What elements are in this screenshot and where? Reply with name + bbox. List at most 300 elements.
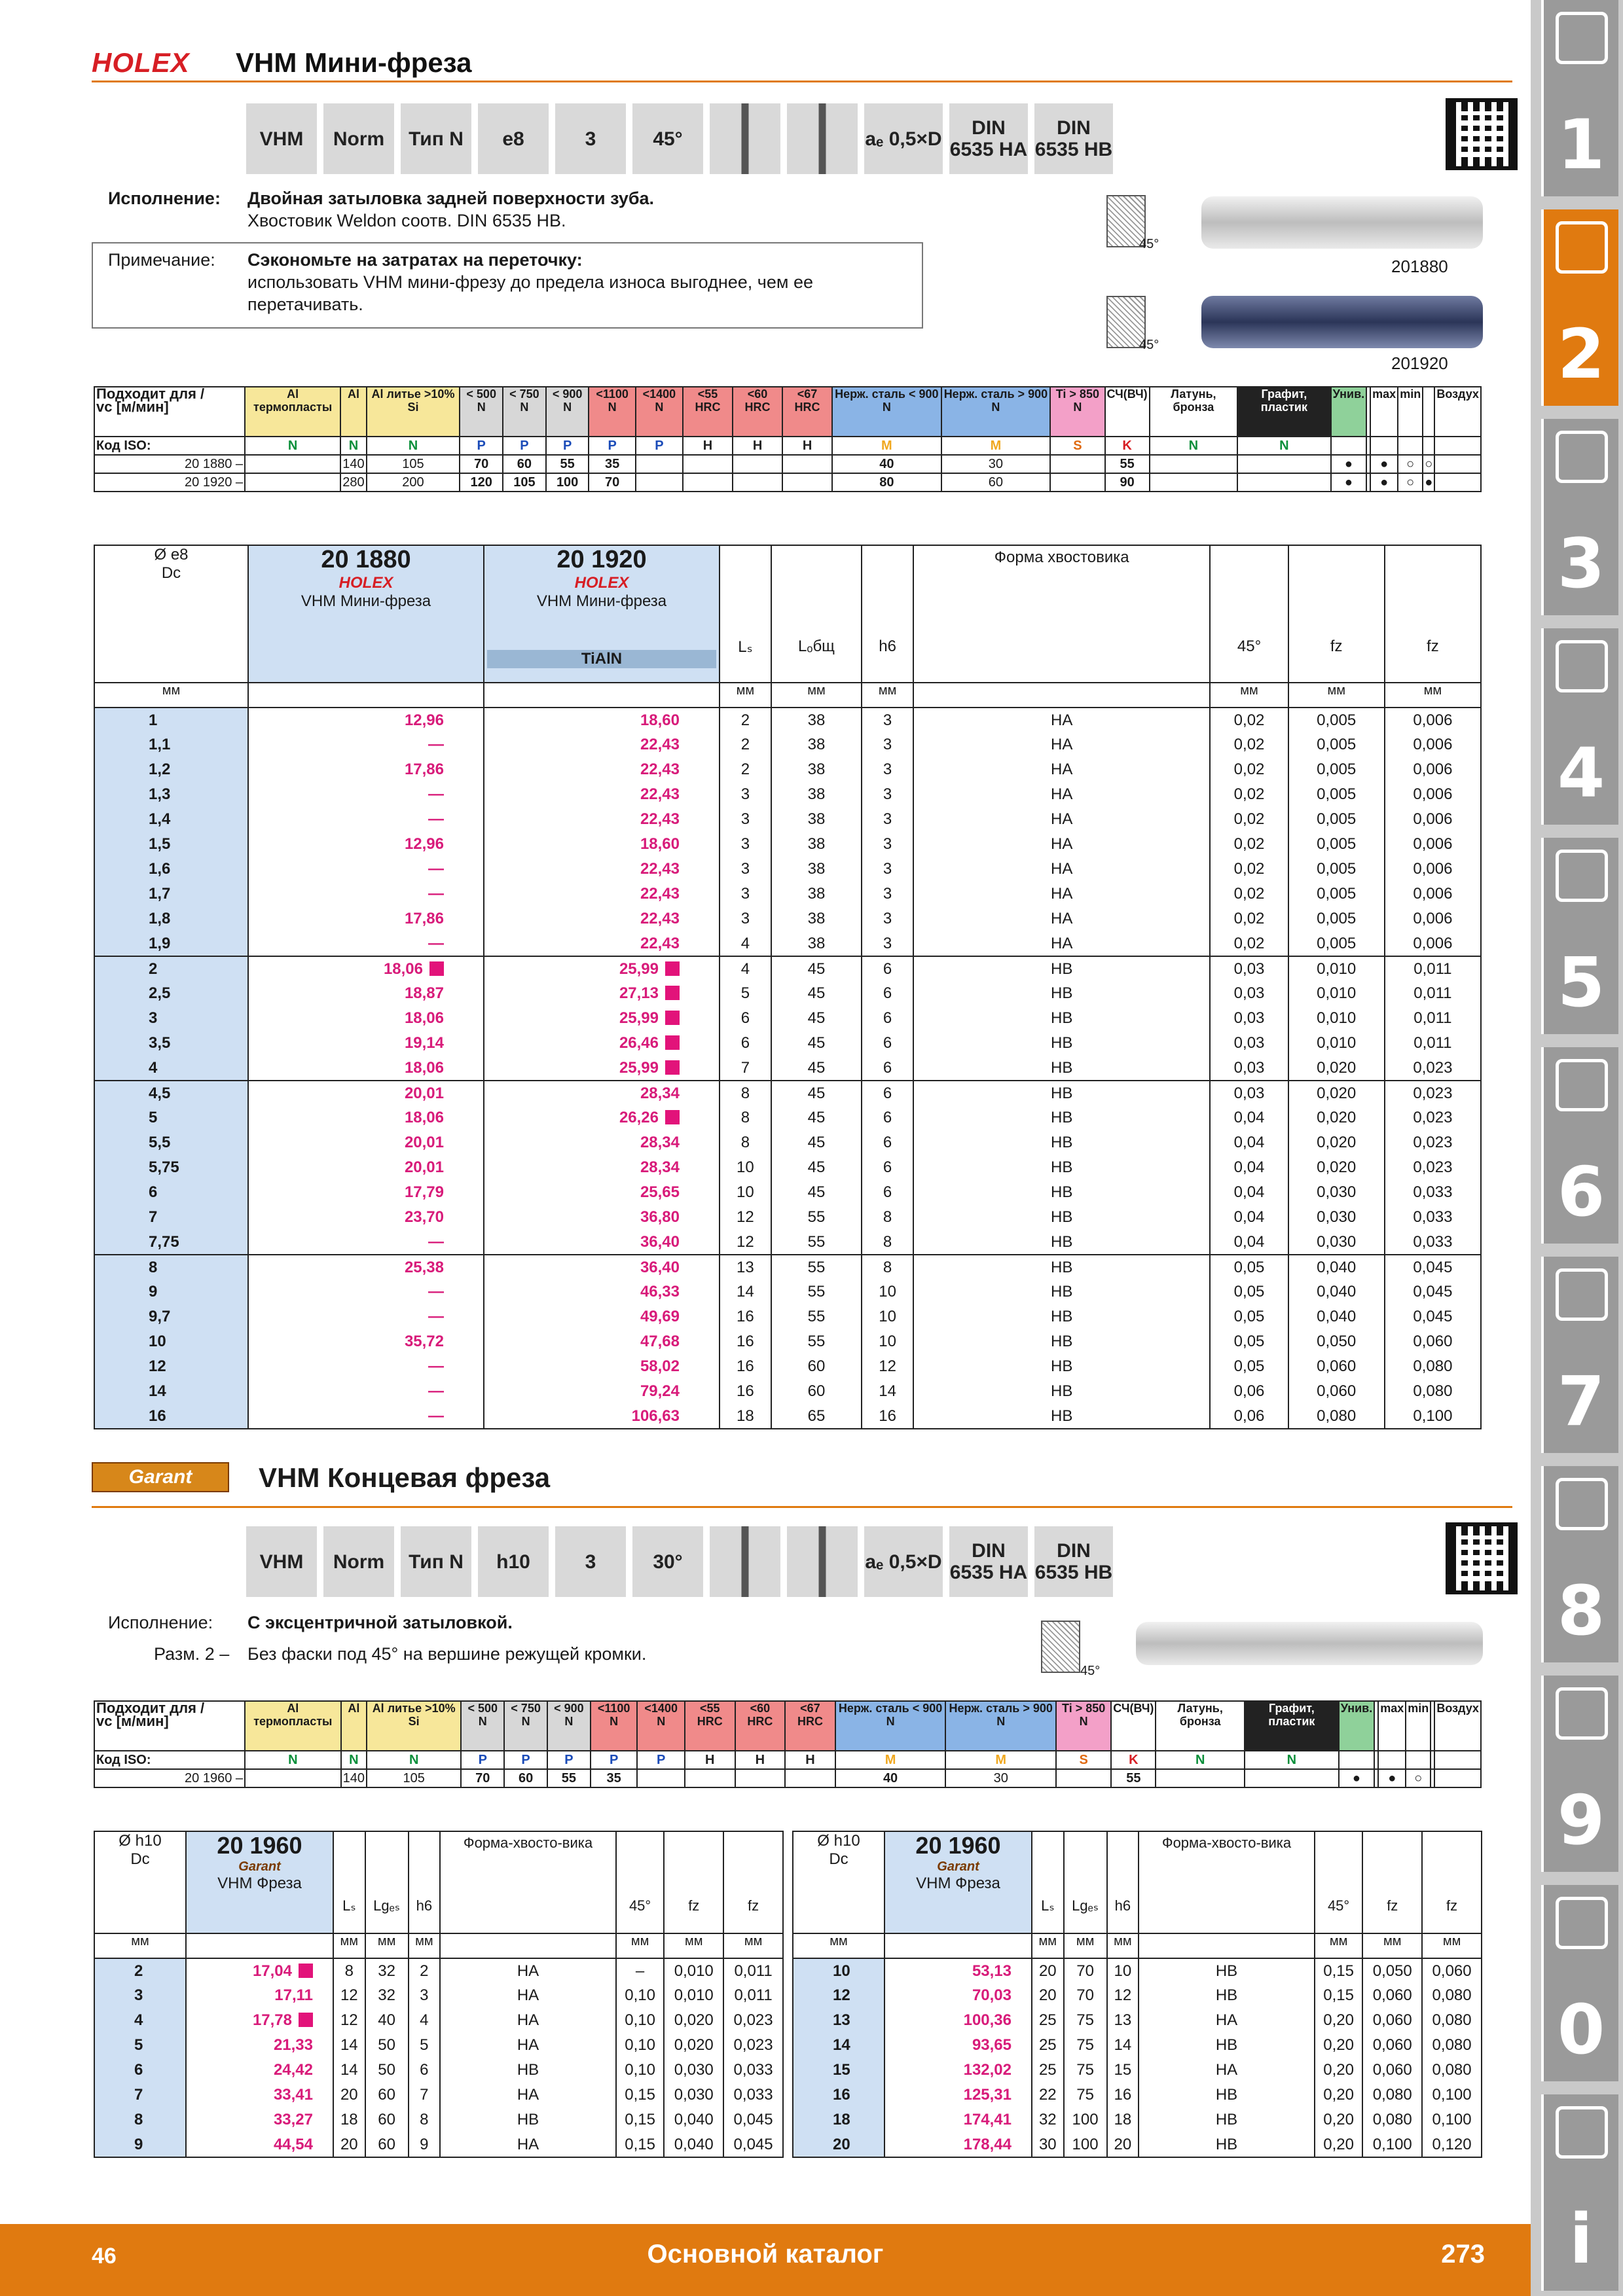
iso-code: K [1105, 437, 1150, 455]
value-cell: 14 [862, 1379, 913, 1404]
execution-label: Исполнение: [108, 188, 221, 208]
value-cell: 0,005 [1288, 757, 1385, 782]
product-table-garant-left [94, 1831, 784, 2158]
chamfer-header-label: 45° [629, 1897, 651, 1914]
unit-cell: мм [365, 1933, 409, 1958]
diameter-cell: 3,5 [94, 1031, 248, 1056]
chapter-number: 8 [1557, 1571, 1605, 1651]
diameter-cell: 7 [94, 2083, 186, 2108]
unit-cell: мм [720, 683, 771, 708]
price-201960 [186, 2132, 333, 2157]
value-cell: 0,15 [1315, 1983, 1363, 2008]
price-201920 [484, 782, 720, 807]
value-cell: HA [913, 807, 1211, 832]
material-col-5: < 900 N [546, 387, 589, 437]
price-201920 [484, 1379, 720, 1404]
value-cell: 0,011 [723, 1983, 783, 2008]
tolerance-icon: h10 [478, 1526, 549, 1597]
material-col-0: Al термопласты [245, 387, 340, 437]
cutting-speed-value: ● [1370, 455, 1398, 473]
material-col-19: max [1378, 1701, 1406, 1751]
diameter-cell: 16 [793, 2083, 884, 2108]
value-cell: 0,100 [1422, 2108, 1482, 2132]
chapter-tab-8[interactable] [1541, 1466, 1618, 1662]
material-col-4: < 750 N [504, 1701, 547, 1751]
table-row [94, 1205, 1481, 1230]
value-cell: HA [913, 782, 1211, 807]
value-cell: 8 [333, 1958, 365, 1983]
value-cell: 55 [771, 1255, 862, 1280]
value-cell: HA [440, 2083, 616, 2108]
price-value: 22,43 [640, 761, 680, 778]
material-col-19: max [1370, 387, 1398, 437]
value-cell: 0,040 [1288, 1304, 1385, 1329]
price-201960 [884, 2008, 1032, 2033]
value-cell: 0,060 [1288, 1354, 1385, 1379]
price-value: 24,42 [273, 2061, 313, 2079]
garant-logo: Garant [92, 1462, 229, 1492]
diameter-cell: 1,2 [94, 757, 248, 782]
cutting-speed-value [245, 1769, 341, 1787]
feed-header-label: fᴢ [1387, 1897, 1398, 1914]
value-cell: 0,02 [1210, 931, 1288, 956]
price-201960 [186, 1983, 333, 2008]
cutting-speed-value: 30 [941, 455, 1051, 473]
price-201920 [484, 1205, 720, 1230]
cutting-speed-value [1434, 473, 1481, 492]
value-cell: HA [440, 1983, 616, 2008]
garant-logo: Garant [238, 1859, 281, 1874]
diameter-cell: 14 [793, 2033, 884, 2058]
cutting-speed-value [1434, 455, 1481, 473]
price-value: 132,02 [963, 2061, 1012, 2079]
type-icon: Тип N [401, 1526, 471, 1597]
unit-cell: мм [793, 1933, 884, 1958]
diameter-cell: 7 [94, 1205, 248, 1230]
iso-code: N [245, 1751, 341, 1769]
iso-code: P [636, 437, 683, 455]
value-cell: 0,006 [1385, 732, 1481, 757]
diameter-cell: 1,7 [94, 882, 248, 906]
price-201880 [248, 906, 484, 931]
price-value: 36,40 [640, 1232, 680, 1251]
table-bottom-border [793, 2157, 1482, 2158]
price-value: 18,06 [404, 1058, 444, 1077]
material-col-11: Нерж. сталь < 900 N [832, 387, 941, 437]
value-cell: 2 [720, 708, 771, 732]
material-col-17: Унив. [1339, 1701, 1375, 1751]
iso-code: N [245, 437, 340, 455]
price-201960 [884, 1958, 1032, 1983]
product-table-garant-right [792, 1831, 1482, 2158]
value-cell: HA [440, 2008, 616, 2033]
iso-code-row [94, 437, 1481, 455]
cutting-length-header [1032, 1831, 1064, 1933]
value-cell: 0,005 [1288, 832, 1385, 857]
value-cell: 25 [1032, 2008, 1064, 2033]
chapter-tab-7[interactable] [1541, 1257, 1618, 1453]
table-row [793, 1958, 1482, 1983]
value-cell: 6 [862, 1056, 913, 1081]
feed-steel-header-label: fᴢ [1330, 637, 1343, 655]
cutting-speed-value [683, 473, 733, 492]
price-201880 [248, 882, 484, 906]
value-cell: 0,020 [1288, 1056, 1385, 1081]
value-cell: 0,040 [1288, 1280, 1385, 1304]
article-code: 20 1960 – [94, 1769, 245, 1787]
iso-code [1339, 1751, 1375, 1769]
value-cell: 0,005 [1288, 857, 1385, 882]
iso-code [1434, 437, 1481, 455]
price-value: 93,65 [972, 2036, 1012, 2054]
value-cell: 0,045 [1385, 1280, 1481, 1304]
value-cell: 0,060 [1288, 1379, 1385, 1404]
value-cell: 18 [333, 2108, 365, 2132]
units-row [793, 1933, 1482, 1958]
diameter-symbol: Dᴄ [130, 1850, 150, 1868]
material-col-2: Al литье >10% Si [367, 387, 460, 437]
diameter-cell: 6 [94, 1180, 248, 1205]
table-row [94, 2033, 783, 2058]
price-value: 20,01 [404, 1158, 444, 1176]
cutting-speed-value: 70 [589, 473, 635, 492]
value-cell: 0,040 [664, 2132, 723, 2157]
value-cell: 0,04 [1210, 1130, 1288, 1155]
value-cell: HB [913, 1155, 1211, 1180]
stock-marker-icon [665, 1035, 680, 1050]
chapter-tab-4[interactable] [1541, 628, 1618, 825]
material-col-9: <60 HRC [733, 387, 782, 437]
value-cell: 0,020 [1288, 1155, 1385, 1180]
feed-steel-header [1288, 545, 1385, 683]
value-cell: 32 [365, 1983, 409, 2008]
table-row [94, 1379, 1481, 1404]
value-cell: 0,020 [1288, 1081, 1385, 1105]
article-code: 20 1880 – [94, 455, 245, 473]
chapter-number: i [1569, 2199, 1593, 2279]
value-cell: 0,005 [1288, 782, 1385, 807]
value-cell: 0,045 [723, 2108, 783, 2132]
garant-logo: Garant [937, 1859, 979, 1874]
price-value: 25,38 [404, 1258, 444, 1276]
value-cell: 10 [862, 1329, 913, 1354]
table-row [94, 708, 1481, 732]
value-cell: 32 [365, 1958, 409, 1983]
value-cell: 0,030 [1288, 1230, 1385, 1255]
value-cell: 2 [720, 757, 771, 782]
diameter-symbol: Dᴄ [829, 1850, 848, 1868]
price-value: — [428, 1382, 444, 1400]
cutting-speed-value [785, 1769, 835, 1787]
value-cell: HB [913, 1205, 1211, 1230]
unit-cell: мм [1422, 1933, 1482, 1958]
price-201920 [484, 757, 720, 782]
value-cell: 0,020 [1288, 1130, 1385, 1155]
iso-label: Код ISO: [94, 437, 245, 455]
suitable-for-label [94, 387, 245, 437]
cutting-speed-value: 55 [546, 455, 589, 473]
table-row [793, 2083, 1482, 2108]
chapter-tab-6[interactable] [1541, 1047, 1618, 1244]
iso-code: N [1150, 437, 1237, 455]
table-row [94, 2132, 783, 2157]
price-value: 17,86 [404, 761, 444, 778]
iso-code-row [94, 1751, 1481, 1769]
value-cell: 0,04 [1210, 1205, 1288, 1230]
chapter-tab-0[interactable] [1541, 1885, 1618, 2081]
price-201920 [484, 1105, 720, 1130]
diameter-header [94, 1831, 186, 1933]
chapter-sidebar [1531, 0, 1623, 2296]
chapter-tab-9[interactable] [1541, 1676, 1618, 1872]
price-value: 17,86 [404, 910, 444, 927]
value-cell: 3 [862, 708, 913, 732]
qr-code-icon[interactable] [1446, 98, 1518, 170]
value-cell: 45 [771, 1056, 862, 1081]
diameter-cell: 15 [793, 2058, 884, 2083]
price-value: 49,69 [640, 1308, 680, 1325]
material-suitability-table [94, 1700, 1482, 1788]
value-cell: 6 [409, 2058, 441, 2083]
value-cell: 55 [771, 1280, 862, 1304]
value-cell: HB [913, 981, 1211, 1006]
table-row [94, 1958, 783, 1983]
cutting-speed-value [637, 1769, 685, 1787]
value-cell: 0,005 [1288, 931, 1385, 956]
value-cell: 3 [409, 1983, 441, 2008]
price-201880 [248, 757, 484, 782]
table-header-row [94, 545, 1481, 683]
border-cell [365, 2157, 409, 2158]
table-header-row [94, 1831, 783, 1933]
price-value: 53,13 [972, 1962, 1012, 1980]
iso-code [1398, 437, 1423, 455]
price-201920 [484, 1056, 720, 1081]
value-cell: 0,023 [1385, 1130, 1481, 1155]
value-cell: 0,023 [723, 2008, 783, 2033]
iso-code: S [1056, 1751, 1111, 1769]
border-cell [1064, 2157, 1107, 2158]
value-cell: 0,04 [1210, 1230, 1288, 1255]
material-col-1: Al [340, 387, 366, 437]
price-201960 [186, 2108, 333, 2132]
value-cell: 0,02 [1210, 757, 1288, 782]
unit-cell [913, 683, 1211, 708]
value-cell: 6 [720, 1006, 771, 1031]
price-value: 44,54 [273, 2135, 313, 2153]
diameter-cell: 12 [793, 1983, 884, 2008]
border-cell [440, 2157, 616, 2158]
cutting-speed-value [245, 455, 340, 473]
iso-code: H [782, 437, 832, 455]
suitable-label-1: Подходит для / [96, 386, 205, 402]
value-cell: 0,033 [723, 2083, 783, 2108]
value-cell: 0,020 [1288, 1105, 1385, 1130]
table-row [793, 1983, 1482, 2008]
feed-header-2 [1422, 1831, 1482, 1933]
value-cell: 3 [862, 732, 913, 757]
cutting-speed-value [1050, 455, 1104, 473]
price-201960 [884, 1983, 1032, 2008]
price-201880 [248, 857, 484, 882]
cutting-speed-value: 70 [460, 455, 503, 473]
chapter-tab-3[interactable] [1541, 419, 1618, 615]
cutting-speed-value: 140 [341, 1769, 367, 1787]
value-cell: 0,005 [1288, 807, 1385, 832]
diameter-header [793, 1831, 884, 1933]
note-line-1: Сэкономьте на затратах на переточку: [247, 250, 583, 270]
table-row [94, 782, 1481, 807]
cutting-length-header-label: Lₛ [738, 638, 753, 656]
overall-length-header-label: Lɡₑₛ [373, 1897, 400, 1914]
cutting-speed-value: 60 [503, 455, 546, 473]
value-cell: 30 [1032, 2132, 1064, 2157]
cutting-speed-value [1050, 473, 1104, 492]
angle-label: 45° [1139, 338, 1159, 352]
cutting-speed-value: 40 [832, 455, 941, 473]
note-line-2: использовать VHM мини-фрезу до предела износа выгоднее, чем ее [247, 272, 813, 292]
iso-code: H [785, 1751, 835, 1769]
value-cell: 60 [771, 1354, 862, 1379]
diameter-cell: 9,7 [94, 1304, 248, 1329]
chamfer-header-label: 45° [1327, 1897, 1350, 1914]
price-value: — [428, 934, 444, 952]
border-cell [94, 2157, 186, 2158]
value-cell: 38 [771, 708, 862, 732]
shank-form-header [1139, 1831, 1315, 1933]
value-cell: 0,040 [1288, 1255, 1385, 1280]
table-bottom-border [94, 2157, 783, 2158]
chamfer-header [1210, 545, 1288, 683]
material-col-11: Нерж. сталь < 900 N [835, 1701, 946, 1751]
product-201920-header [484, 545, 720, 683]
chapter-number: 1 [1557, 105, 1605, 185]
value-cell: 100 [1064, 2108, 1107, 2132]
value-cell: 0,10 [616, 2033, 665, 2058]
value-cell: 0,04 [1210, 1155, 1288, 1180]
material-col-22: Воздух [1434, 387, 1481, 437]
unit-cell [884, 1933, 1032, 1958]
table-row [94, 1006, 1481, 1031]
iso-code: P [461, 1751, 504, 1769]
overall-length-header [1064, 1831, 1107, 1933]
value-cell: 0,15 [616, 2108, 665, 2132]
iso-code: K [1111, 1751, 1156, 1769]
value-cell: 6 [862, 1155, 913, 1180]
shank-form-header-label: Форма хвостовика [994, 548, 1129, 566]
page-number-right: 273 [1441, 2240, 1485, 2269]
chapter-icon [1556, 1687, 1608, 1740]
cutting-speed-value [1056, 1769, 1111, 1787]
material-col-6: <1100 N [589, 387, 635, 437]
value-cell: 0,15 [1315, 1958, 1363, 1983]
material-col-7: <1400 N [637, 1701, 685, 1751]
value-cell: 20 [1107, 2132, 1139, 2157]
product-name: VHM Мини-фреза [301, 592, 431, 610]
price-value: — [428, 1407, 444, 1425]
flutes-icon: 3 [555, 1526, 626, 1597]
chapter-tab-i[interactable] [1541, 2094, 1618, 2291]
qr-code-icon[interactable] [1446, 1522, 1518, 1594]
type-icon: Тип N [401, 103, 471, 174]
value-cell: 0,02 [1210, 857, 1288, 882]
iso-code: N [1245, 1751, 1339, 1769]
value-cell: 0,023 [723, 2033, 783, 2058]
tolerance-icon: e8 [478, 103, 549, 174]
chapter-tab-1[interactable] [1541, 0, 1618, 196]
material-col-15: Латунь, бронза [1150, 387, 1237, 437]
unit-cell: мм [94, 1933, 186, 1958]
shank-form-header-label: Форма-хвосто-вика [1161, 1835, 1292, 1851]
iso-code [1434, 1751, 1481, 1769]
cutting-speed-value: 55 [1105, 455, 1150, 473]
iso-code: N [367, 1751, 461, 1769]
price-201920 [484, 1354, 720, 1379]
price-201880 [248, 931, 484, 956]
value-cell: 38 [771, 832, 862, 857]
price-201920 [484, 956, 720, 981]
value-cell: 8 [409, 2108, 441, 2132]
cutting-length-header [720, 545, 771, 683]
value-cell: HB [913, 1329, 1211, 1354]
value-cell: 38 [771, 882, 862, 906]
table-row [94, 1031, 1481, 1056]
border-cell [664, 2157, 723, 2158]
material-value-row [94, 1769, 1481, 1787]
material-icon: VHM [246, 103, 317, 174]
shank-tolerance-header [1107, 1831, 1139, 1933]
value-cell: 45 [771, 981, 862, 1006]
stock-marker-icon [299, 1964, 313, 1978]
price-201880 [248, 1205, 484, 1230]
border-cell [1139, 2157, 1315, 2158]
value-cell: 3 [720, 832, 771, 857]
table-row [94, 1155, 1481, 1180]
chapter-tab-2[interactable] [1541, 209, 1618, 406]
value-cell: 0,023 [1385, 1081, 1481, 1105]
price-value: — [428, 785, 444, 803]
unit-cell [186, 1933, 333, 1958]
value-cell: 50 [365, 2058, 409, 2083]
iso-code [1331, 437, 1367, 455]
value-cell: 0,010 [1288, 981, 1385, 1006]
chapter-tab-5[interactable] [1541, 838, 1618, 1034]
price-value: 20,01 [404, 1134, 444, 1151]
price-201880 [248, 1081, 484, 1105]
shank-form-header [440, 1831, 616, 1933]
chamfer-header [1315, 1831, 1363, 1933]
price-201880 [248, 981, 484, 1006]
value-cell: 25 [1032, 2033, 1064, 2058]
value-cell: 0,060 [1362, 2033, 1422, 2058]
cutting-speed-value: ● [1370, 473, 1398, 492]
value-cell: 9 [409, 2132, 441, 2157]
price-value: 12,96 [404, 835, 444, 853]
cutting-speed-value [685, 1769, 735, 1787]
iso-code: M [835, 1751, 946, 1769]
value-cell: 0,010 [1288, 1006, 1385, 1031]
product-name: VHM Фреза [217, 1874, 302, 1892]
table-head [94, 1831, 783, 1958]
price-value: 106,63 [631, 1407, 680, 1425]
price-value: 100,36 [963, 2011, 1012, 2029]
value-cell: 12 [720, 1205, 771, 1230]
value-cell: 0,20 [1315, 2132, 1363, 2157]
price-201920 [484, 1006, 720, 1031]
diameter-header [94, 545, 248, 683]
value-cell: 0,006 [1385, 906, 1481, 931]
diameter-cell: 18 [793, 2108, 884, 2132]
